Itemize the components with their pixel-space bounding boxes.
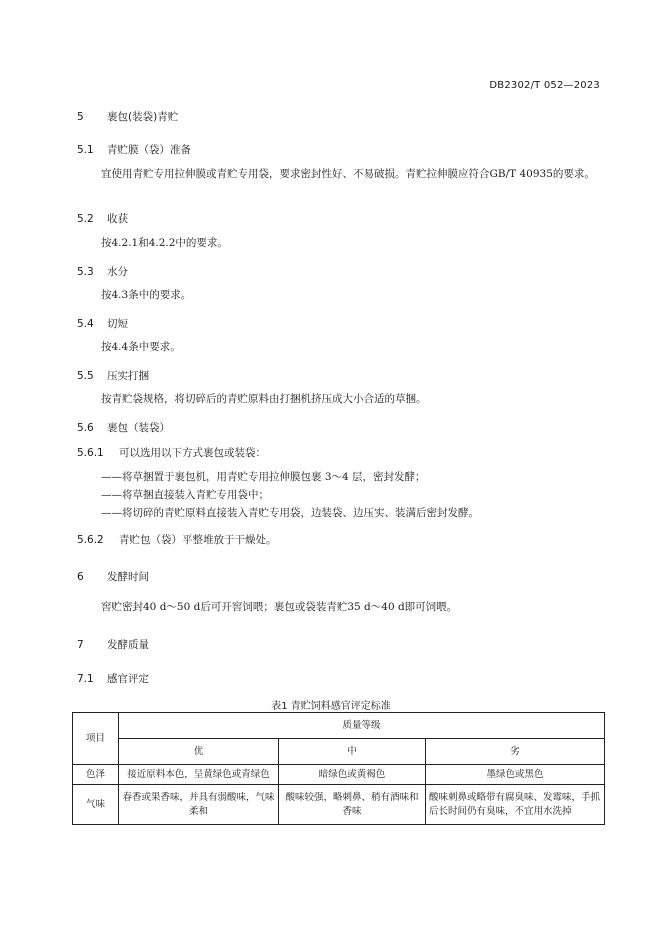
section-title: 收获 [107,213,128,225]
document-code: DB2302/T 052—2023 [489,80,600,91]
section-text: 青贮包（袋）平整堆放于干燥处。 [119,534,277,546]
section-5-5-text: 按青贮袋规格，将切碎后的青贮原料由打捆机挤压成大小合适的草捆。 [101,393,427,405]
section-5-4-text: 按4.4条中要求。 [101,341,181,353]
section-5-5-heading [77,368,149,383]
section-number: 5.1 [77,144,94,156]
section-6-heading [77,569,149,584]
grade-header: 劣 [426,739,605,765]
list-item: ——将切碎的青贮原料直接装入青贮专用袋，边装袋、边压实、装满后密封发酵。 [101,507,479,519]
section-title: 青贮膜（袋）准备 [107,144,191,156]
section-5-1-text: 宜使用青贮专用拉伸膜或青贮专用袋，要求密封性好、不易破损。青贮拉伸膜应符合GB/T 40935的要求。 [101,168,595,180]
section-6-text: 窖贮密封40 d～50 d后可开窖饲喂；裹包或袋装青贮35 d～40 d即可饲喂。 [101,601,458,613]
row-item: 色泽 [73,765,119,785]
section-5-6-heading [77,420,170,435]
table-caption: 表1 青贮饲料感官评定标准 [271,701,391,712]
section-5-2-text: 按4.2.1和4.2.2中的要求。 [101,237,228,249]
section-number: 5.6 [77,422,94,434]
row-item: 气味 [73,785,119,825]
section-title: 裹包（装袋） [107,422,170,434]
section-title: 水分 [107,266,128,278]
section-5-1-heading [77,142,191,157]
section-5-6-1 [77,445,266,460]
table-header-item: 项目 [73,713,119,765]
section-title: 感官评定 [107,673,149,685]
section-title: 发酵质量 [107,639,149,651]
list-item: ——将草捆直接装入青贮专用袋中； [101,489,269,501]
sensory-evaluation-table [72,712,605,825]
section-5-4-heading [77,316,128,331]
section-number: 6 [77,571,84,583]
table-header-grade: 质量等级 [119,713,605,739]
section-5-6-2 [77,532,277,547]
table-cell: 酸味刺鼻或略带有腐臭味、发霉味，手抓后长时间仍有臭味，不宜用水洗掉 [426,785,605,825]
section-title: 切短 [107,318,128,330]
table-row [73,765,605,785]
table-cell: 春香或果香味，并具有弱酸味，气味柔和 [119,785,279,825]
section-number: 5.6.2 [77,534,104,546]
section-number: 5.6.1 [77,447,104,459]
grade-header: 中 [279,739,426,765]
section-number: 5.2 [77,213,94,225]
section-5-heading [77,109,178,124]
section-number: 7 [77,639,84,651]
table-cell: 暗绿色或黄褐色 [279,765,426,785]
section-number: 5.5 [77,370,94,382]
section-text: 可以选用以下方式裹包或装袋： [119,447,266,459]
section-number: 5.4 [77,318,94,330]
section-5-3-heading [77,264,128,279]
table-cell: 接近原料本色，呈黄绿色或青绿色 [119,765,279,785]
section-title: 压实打捆 [107,370,149,382]
section-number: 7.1 [77,673,94,685]
table-row [73,785,605,825]
table-cell: 墨绿色或黑色 [426,765,605,785]
section-number: 5 [77,111,84,123]
grade-header: 优 [119,739,279,765]
list-item: ——将草捆置于裹包机，用青贮专用拉伸膜包裹 3～4 层，密封发酵； [101,471,426,483]
section-5-2-heading [77,211,128,226]
section-7-1-heading [77,671,149,686]
section-7-heading [77,637,149,652]
section-title: 发酵时间 [107,571,149,583]
section-5-3-text: 按4.3条中的要求。 [101,289,192,301]
table-cell: 酸味较强，略刺鼻、稍有酒味和香味 [279,785,426,825]
section-title: 裹包(装袋)青贮 [107,111,179,123]
section-number: 5.3 [77,266,94,278]
